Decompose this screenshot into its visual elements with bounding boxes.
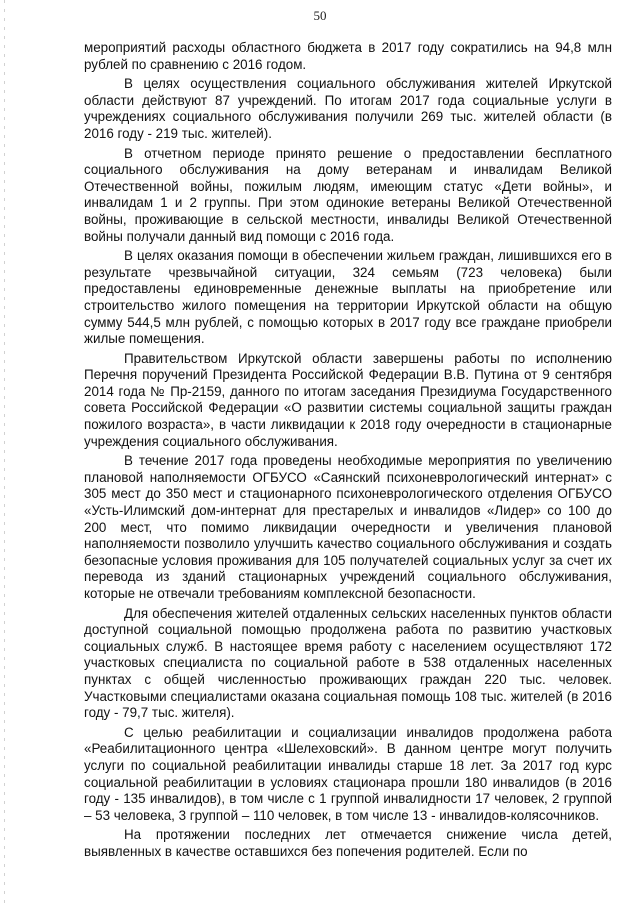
paragraph-5: Правительством Иркутской области завершены работы по исполнению Перечня поручений Президента Российской Федерации В.В. Путина от 9 сентября 2014 года № Пр-2159, данного по итогам заседания Президиума Государственного совета Российской Федерации «О развитии системы социальной защиты граждан пожилого возраста», в части ликвидации к 2018 году очередности в стационарные учреждения социального обслуживания. <box>84 350 612 449</box>
paragraph-6: В течение 2017 года проведены необходимые мероприятия по увеличению плановой наполняемости ОГБУСО «Саянский психоневрологический интернат» с 305 мест до 350 мест и стационарного психоневрологического отделения ОГБУСО «Усть-Илимский дом-интернат для престарелых и инвалидов «Лидер» со 100 до 200 мест, что помимо ликвидации очередности и увеличения плановой наполняемости позволило улучшить качество социального обслуживания и создать безопасные условия проживания для 105 получателей социальных услуг за счет их перевода из зданий стационарных учреждений социального обслуживания, которые не отвечали требованиям комплексной безопасности. <box>84 453 612 601</box>
paragraph-3: В отчетном периоде принято решение о предоставлении бесплатного социального обслуживания на дому ветеранам и инвалидам Великой Отечественной войны, пожилым людям, имеющим статус «Дети войны», и инвалидам 1 и 2 группы. При этом одинокие ветераны Великой Отечественной войны, проживающие в сельской местности, инвалиды Великой Отечественной войны получали данный вид помощи с 2016 года. <box>84 145 612 244</box>
document-body <box>84 40 612 861</box>
paragraph-7: Для обеспечения жителей отдаленных сельских населенных пунктов области доступной социальной помощью продолжена работа по развитию участковых социальных служб. В настоящее время работу с населением осуществляют 172 участковых специалиста по социальной работе в 538 отдаленных населенных пунктах с общей численностью проживающих граждан 220 тыс. человек. Участковыми специалистами оказана социальная помощь 108 тыс. жителей (в 2016 году - 79,7 тыс. жителя). <box>84 605 612 721</box>
scan-edge-artifact <box>4 0 5 905</box>
paragraph-2: В целях осуществления социального обслуживания жителей Иркутской области действуют 87 учреждений. По итогам 2017 года социальные услуги в учреждениях социального обслуживания получили 269 тыс. жителей области (в 2016 году - 219 тыс. жителей). <box>84 76 612 141</box>
paragraph-9: На протяжении последних лет отмечается снижение числа детей, выявленных в качестве оставшихся без попечения родителей. Если по <box>84 827 612 859</box>
paragraph-8: С целью реабилитации и социализации инвалидов продолжена работа «Реабилитационного центра «Шелеховский». В данном центре могут получить услуги по социальной реабилитации инвалиды старше 18 лет. За 2017 год курс социальной реабилитации в условиях стационара прошли 180 инвалидов (в 2016 году - 135 инвалидов), в том числе с 1 группой инвалидности 17 человек, 2 группой – 53 человека, 3 группой – 110 человек, в том числе 13 - инвалидов-колясочников. <box>84 724 612 823</box>
page-number: 50 <box>313 8 327 23</box>
paragraph-1: мероприятий расходы областного бюджета в 2017 году сократились на 94,8 млн рублей по сравнению с 2016 годом. <box>84 40 612 72</box>
paragraph-4: В целях оказания помощи в обеспечении жильем граждан, лишившихся его в результате чрезвычайной ситуации, 324 семьям (723 человека) были предоставлены единовременные денежные выплаты на приобретение или строительство жилого помещения на территории Иркутской области на общую сумму 544,5 млн рублей, с помощью которых в 2017 году все граждане приобрели жилые помещения. <box>84 248 612 347</box>
